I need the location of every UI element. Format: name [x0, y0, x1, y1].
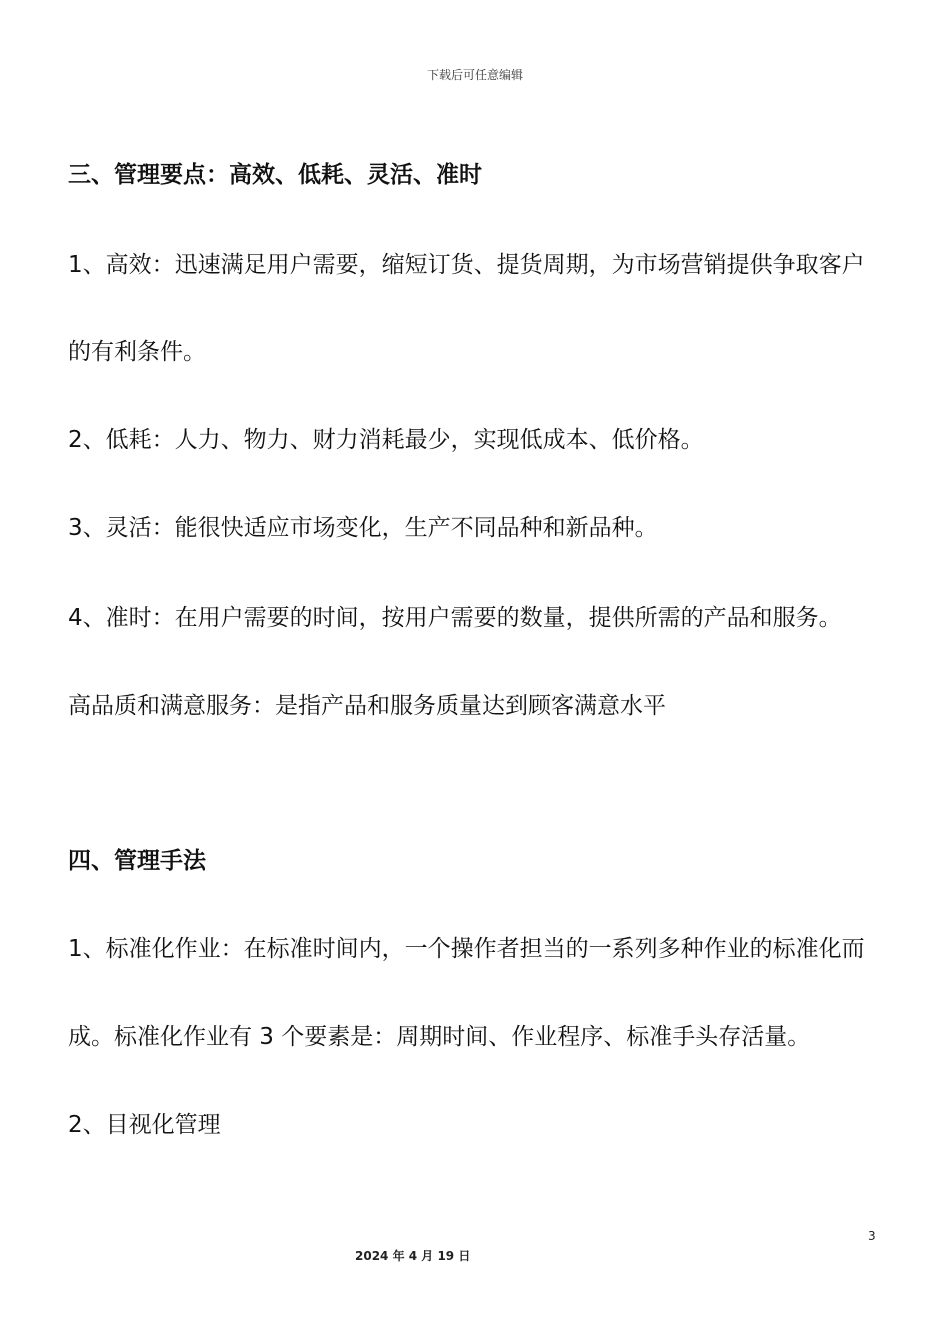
section-3-item-1-line-1: 1、高效：迅速满足用户需要，缩短订货、提货周期，为市场营销提供争取客户 [68, 252, 865, 278]
quality-definition: 高品质和满意服务：是指产品和服务质量达到顾客满意水平 [68, 693, 666, 719]
section-3-item-4: 4、准时：在用户需要的时间，按用户需要的数量，提供所需的产品和服务。 [68, 605, 842, 631]
section-4-heading: 四、管理手法 [68, 848, 206, 874]
page-number: 3 [868, 1229, 876, 1243]
footer-date: 2024 年 4 月 19 日 [355, 1249, 471, 1263]
section-4-item-1-line-1: 1、标准化作业：在标准时间内，一个操作者担当的一系列多种作业的标准化而 [68, 936, 865, 962]
section-3-item-3: 3、灵活：能很快适应市场变化，生产不同品种和新品种。 [68, 515, 658, 541]
section-3-item-1-line-2: 的有利条件。 [68, 339, 206, 365]
section-4-item-2: 2、目视化管理 [68, 1112, 221, 1138]
section-3-heading: 三、管理要点：高效、低耗、灵活、准时 [68, 162, 482, 188]
section-3-item-2: 2、低耗：人力、物力、财力消耗最少，实现低成本、低价格。 [68, 427, 704, 453]
section-4-item-1-line-2: 成。标准化作业有 3 个要素是：周期时间、作业程序、标准手头存活量。 [68, 1024, 811, 1050]
header-note: 下载后可任意编辑 [426, 68, 523, 82]
